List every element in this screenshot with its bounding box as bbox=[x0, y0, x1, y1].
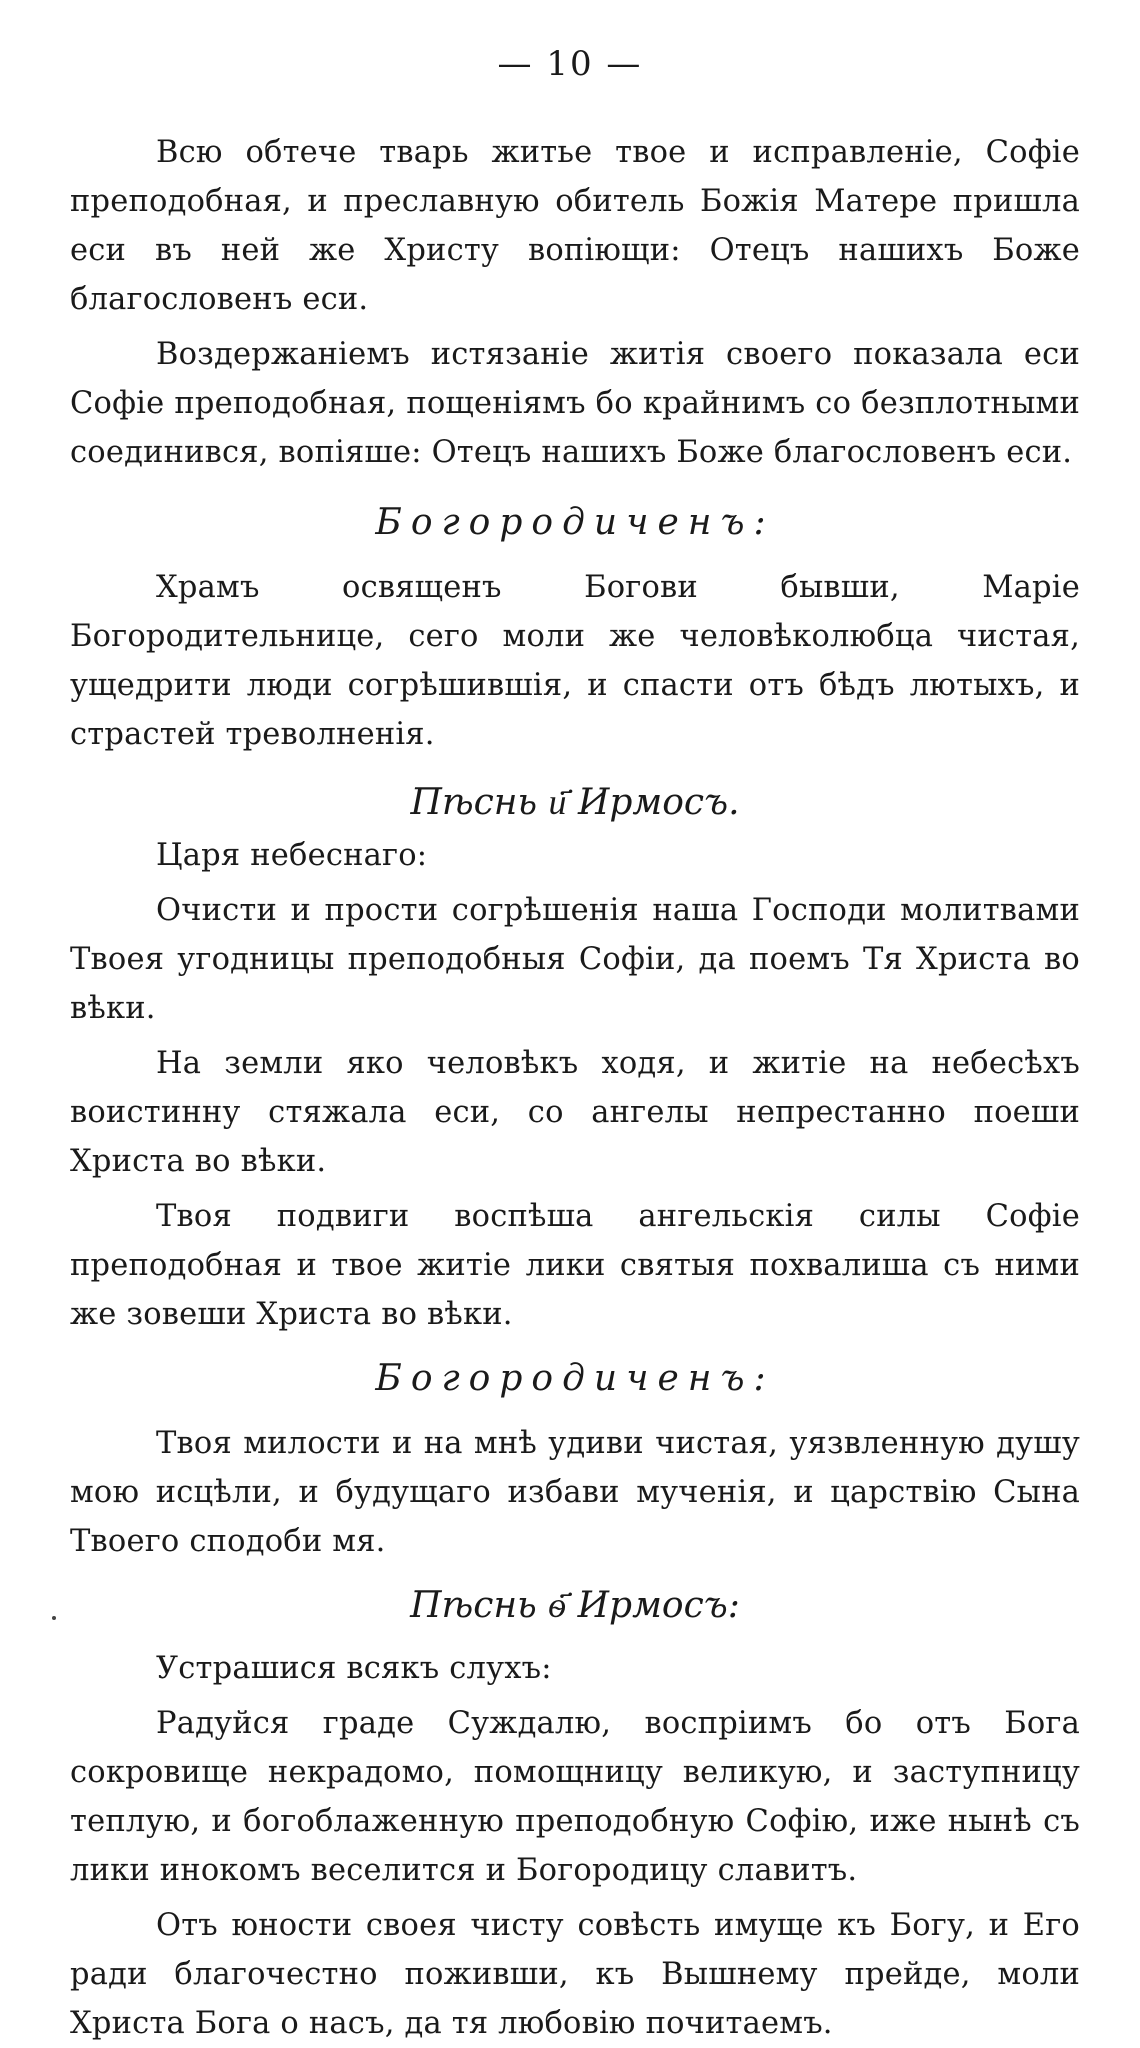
paragraph: Очисти и прости согрѣшенія наша Господи молитвами Твоея угодницы преподобныя Софіи, да поемъ Тя Христа во вѣки. bbox=[70, 893, 1080, 1026]
section-heading: Богородиченъ: bbox=[375, 502, 775, 543]
page-content bbox=[70, 128, 1080, 2048]
page-number: — 10 — bbox=[497, 44, 643, 84]
paragraph: Отъ юности своея чисту совѣсть имуще къ Богу, и Его ради благочестно поживши, къ Вышнему прейде, моли Христа Бога о насъ, да тя любовію почитаемъ. bbox=[70, 1908, 1080, 2041]
paragraph: Царя небеснаго: bbox=[156, 838, 428, 873]
margin-speck bbox=[52, 1616, 56, 1620]
paragraph: На земли яко человѣкъ ходя, и житіе на небесѣхъ воистинну стяжала еси, со ангелы непрестанно поеши Христа во вѣки. bbox=[70, 1046, 1080, 1179]
paragraph: Воздержаніемъ истязаніе житія своего показала еси Софіе преподобная, пощеніямъ бо крайнимъ со безплотными соединився, вопіяше: Отецъ нашихъ Боже благословенъ еси. bbox=[70, 337, 1080, 470]
section-heading: Пѣснь и҃ Ирмосъ. bbox=[410, 782, 740, 823]
section-heading: Богородиченъ: bbox=[375, 1358, 775, 1399]
section-heading: Пѣснь ѳ҃ Ирмосъ: bbox=[410, 1585, 740, 1626]
paragraph: Всю обтече тварь житье твое и исправленіе, Софіе преподобная, и преславную обитель Божія Матере пришла еси въ ней же Христу вопіющи: Отецъ нашихъ Боже благословенъ еси. bbox=[70, 135, 1080, 317]
paragraph: Твоя подвиги воспѣша ангельскія силы Софіе преподобная и твое житіе лики святыя похвалиша съ ними же зовеши Христа во вѣки. bbox=[70, 1199, 1080, 1332]
paragraph: Радуйся граде Суждалю, воспріимъ бо отъ Бога сокровище некрадомо, помощницу великую, и заступницу теплую, и богоблаженную преподобную Софію, иже нынѣ съ лики инокомъ веселится и Богородицу славитъ. bbox=[70, 1706, 1080, 1888]
paragraph: Устрашися всякъ слухъ: bbox=[156, 1651, 552, 1686]
paragraph: Твоя милости и на мнѣ удиви чистая, уязвленную душу мою исцѣли, и будущаго избави мученія, и царствію Сына Твоего сподоби мя. bbox=[70, 1426, 1080, 1559]
paragraph: Храмъ освященъ Богови бывши, Маріе Богородительнице, сего моли же человѣколюбца чистая, ущедрити люди согрѣшившія, и спасти отъ бѣдъ лютыхъ, и страстей треволненія. bbox=[70, 570, 1080, 752]
